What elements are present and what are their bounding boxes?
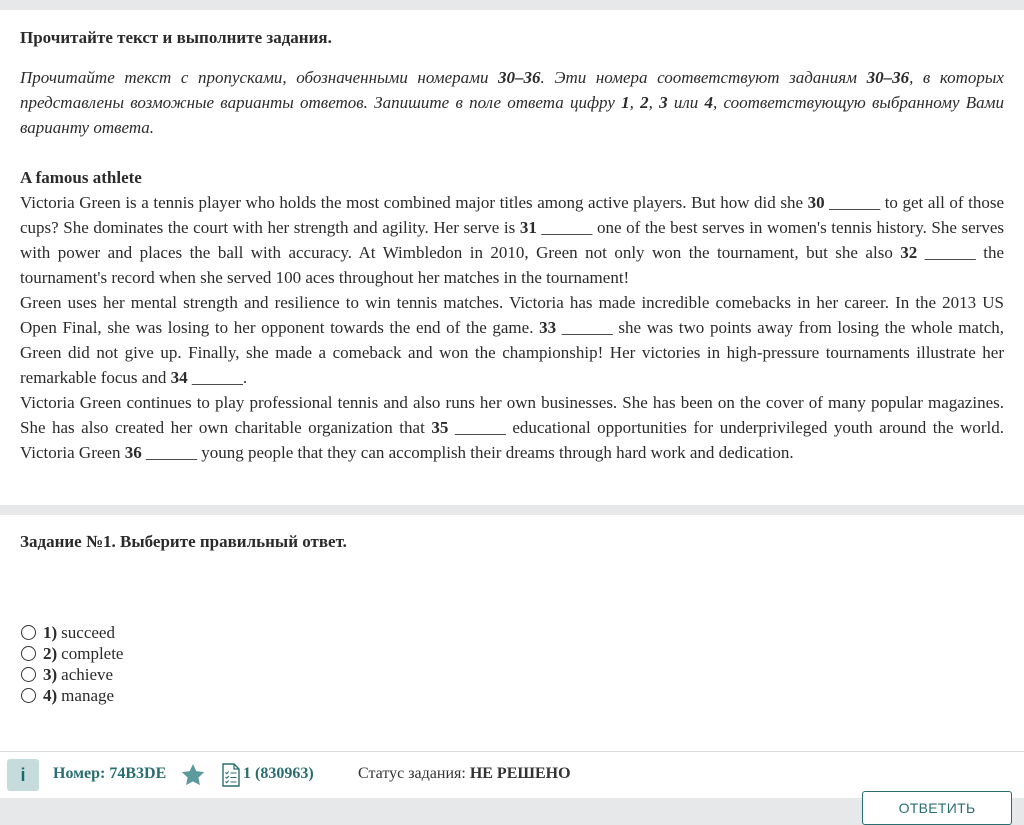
instruction-digit: 1 <box>621 93 630 112</box>
passage-text: ______ educational opportunities for underprivileged youth around the world. Victoria Green <box>20 418 1004 462</box>
passage-text: ______. <box>187 368 248 387</box>
status-value: НЕ РЕШЕНО <box>469 765 571 782</box>
passage-text: Victoria Green continues to play professional tennis and also runs her own businesses. She has been on the cover of many popular magazines. She has also created her own charitable organization that <box>20 393 1004 437</box>
passage-paragraph-2 <box>20 290 1004 390</box>
task-status <box>358 765 571 783</box>
task-panel <box>0 515 1024 798</box>
passage-text: ______ young people that they can accomplish their dreams through hard work and dedication. <box>141 443 794 462</box>
passage-text: ______ to get all of those cups? She dominates the court with her strength and agility. Her serve is <box>20 193 1004 237</box>
instruction-digit: 2 <box>640 93 649 112</box>
instruction-digit: 4 <box>704 93 713 112</box>
option-number: 4) <box>43 685 58 705</box>
instruction-range: 30–36 <box>498 68 541 87</box>
instruction-text: , <box>648 93 660 112</box>
answer-option-1[interactable] <box>21 622 123 643</box>
instruction-text: . Эти номера соответствуют заданиям <box>540 68 867 87</box>
option-text: complete <box>61 643 124 663</box>
passage-paragraph-1 <box>20 190 1004 290</box>
passage <box>20 165 1004 465</box>
answer-options <box>21 622 123 706</box>
instruction-digit: 3 <box>659 93 668 112</box>
passage-paragraph-3 <box>20 390 1004 465</box>
gap-number-34: 34 <box>170 368 188 387</box>
checklist-document-icon[interactable] <box>221 763 241 787</box>
instruction-text: , <box>629 93 641 112</box>
star-icon[interactable] <box>180 762 206 788</box>
passage-text: ______ one of the best serves in women's tennis history. She serves with power and places the ball with accuracy. At Wimbledon in 2010, Green not only won the tournament, but she also <box>20 218 1004 262</box>
task-number: Номер: 74B3DE <box>53 765 167 782</box>
gap-number-31: 31 <box>519 218 537 237</box>
gap-number-33: 33 <box>539 318 557 337</box>
info-icon[interactable]: i <box>7 759 39 791</box>
variant-link[interactable]: 1 (830963) <box>243 765 314 782</box>
gap-number-36: 36 <box>124 443 142 462</box>
passage-text: ______ the tournament's record when she served 100 aces throughout her matches in the tournament! <box>20 243 1004 287</box>
answer-button[interactable]: ОТВЕТИТЬ <box>862 791 1012 825</box>
answer-option-2[interactable] <box>21 643 123 664</box>
option-text: achieve <box>61 664 114 684</box>
reading-instruction <box>20 65 1004 140</box>
option-text: manage <box>61 685 115 705</box>
passage-text: Green uses her mental strength and resilience to win tennis matches. Victoria has made incredible comebacks in her career. In the 2013 US Open Final, she was losing to her opponent towards the end of the game. <box>20 293 1004 337</box>
radio-button[interactable] <box>21 667 36 682</box>
option-text: succeed <box>61 622 115 642</box>
instruction-text: или <box>667 93 705 112</box>
instruction-text: , соответствующую выбранному Вами варианту ответа. <box>20 93 1005 137</box>
answer-option-4[interactable] <box>21 685 123 706</box>
instruction-text: Прочитайте текст с пропусками, обозначенными номерами <box>20 68 499 87</box>
reading-title: Прочитайте текст и выполните задания. <box>20 28 332 47</box>
option-number: 3) <box>43 664 58 684</box>
gap-number-30: 30 <box>807 193 825 212</box>
instruction-range: 30–36 <box>866 68 910 87</box>
status-label: Статус задания: <box>358 765 466 782</box>
radio-button[interactable] <box>21 646 36 661</box>
reading-panel <box>0 10 1024 505</box>
answer-option-3[interactable] <box>21 664 123 685</box>
gap-number-32: 32 <box>900 243 918 262</box>
instruction-text: , в которых представлены возможные варианты ответов. Запишите в поле ответа цифру <box>20 68 1004 112</box>
passage-text: ______ she was two points away from losing the whole match, Green did not give up. Finally, she made a comeback and won the championship! Her victories in high-pressure tournaments illustrate her remarkable focus and <box>20 318 1004 387</box>
option-number: 1) <box>43 622 58 642</box>
passage-text: Victoria Green is a tennis player who holds the most combined major titles among active players. But how did she <box>20 193 808 212</box>
radio-button[interactable] <box>21 625 36 640</box>
task-title: Задание №1. Выберите правильный ответ. <box>20 532 347 551</box>
gap-number-35: 35 <box>431 418 449 437</box>
radio-button[interactable] <box>21 688 36 703</box>
passage-heading: A famous athlete <box>20 168 142 187</box>
option-number: 2) <box>43 643 58 663</box>
